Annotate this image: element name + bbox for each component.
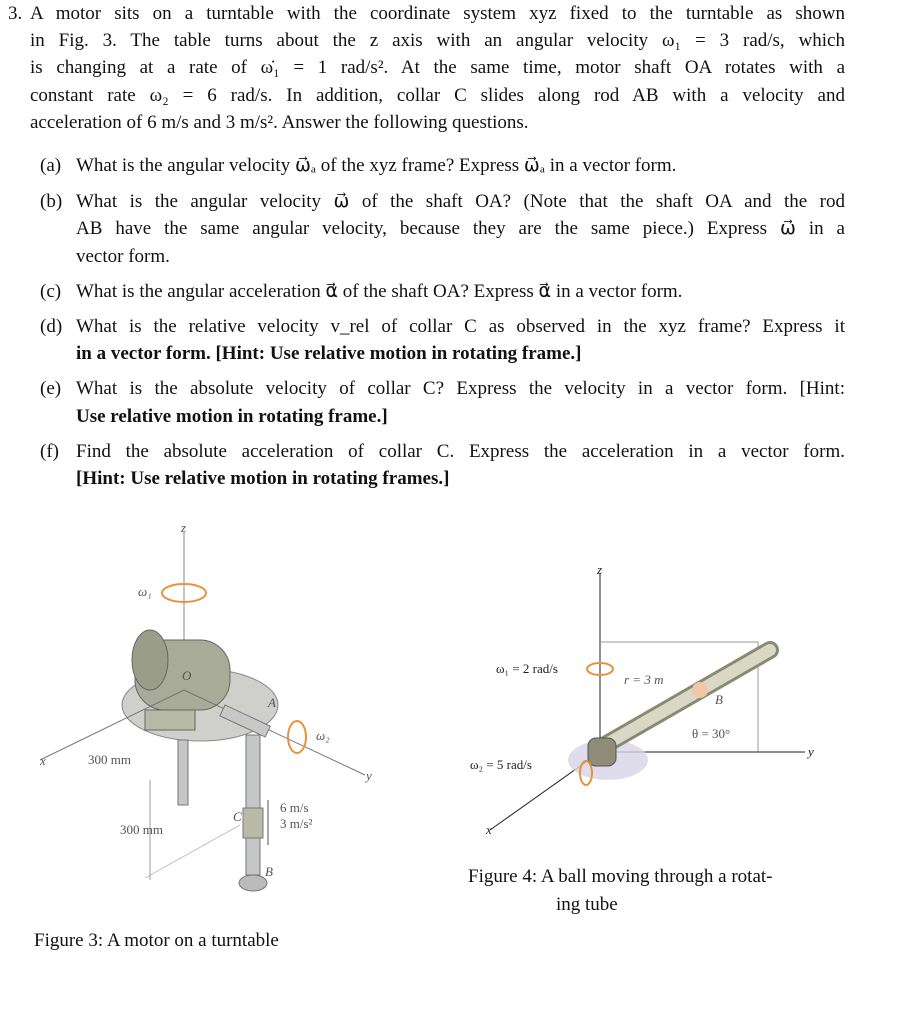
part-e-text: What is the absolute velocity of collar C? Express the velocity in a vector form. [Hint:	[76, 378, 845, 399]
part-b-text: AB have the same angular velocity, because they are the same piece.) Express ω⃗ in a	[76, 218, 845, 239]
fig4-theta-label: θ = 30°	[692, 726, 731, 741]
intro-line: is changing at a rate of ω̇₁ = 1 rad/s². At the same time, motor shaft OA rotates with a	[30, 57, 845, 78]
fig3-B-label: B	[265, 864, 273, 879]
intro-line: acceleration of 6 m/s and 3 m/s². Answer the following questions.	[30, 112, 529, 133]
part-e-label: (e)	[40, 378, 62, 399]
fig3-y-label: y	[366, 768, 372, 783]
fig3-dim1-label: 300 mm	[88, 752, 131, 767]
part-b-text: vector form.	[76, 246, 170, 267]
fig3-dim2-label: 300 mm	[120, 822, 163, 837]
fig4-B-label: B	[715, 692, 723, 707]
figure-3-caption: Figure 3: A motor on a turntable	[34, 930, 279, 951]
part-d-text: What is the relative velocity v_rel of collar C as observed in the xyz frame? Express it	[76, 316, 845, 337]
fig4-r-label: r = 3 m	[624, 672, 664, 687]
fig3-omega1-label: ω₁	[138, 584, 152, 599]
fig4-z-label: z	[597, 562, 603, 577]
part-c-label: (c)	[40, 281, 62, 302]
fig3-velocity-label: 6 m/s	[280, 800, 309, 815]
problem-number: 3.	[8, 3, 23, 24]
fig3-omega2-label: ω₂	[316, 728, 330, 743]
part-b-text: What is the angular velocity ω⃗ of the shaft OA? (Note that the shaft OA and the rod	[76, 191, 845, 212]
figure-4-caption-cont: ing tube	[556, 894, 618, 915]
part-a-text: What is the angular velocity ω⃗ₐ of the xyz frame? Express ω⃗ₐ in a vector form.	[76, 155, 677, 176]
part-f-text: Find the absolute acceleration of collar C. Express the acceleration in a vector form.	[76, 441, 845, 462]
fig3-acceleration-label: 3 m/s²	[280, 816, 313, 831]
fig3-x-label: x	[40, 753, 46, 768]
fig4-x-label: x	[486, 822, 492, 837]
fig3-z-label: z	[181, 520, 187, 535]
fig3-A-label: A	[268, 695, 276, 710]
part-f-text: [Hint: Use relative motion in rotating frames.]	[76, 468, 450, 489]
part-e-text: Use relative motion in rotating frame.]	[76, 406, 388, 427]
part-d-text: in a vector form. [Hint: Use relative motion in rotating frame.]	[76, 343, 582, 364]
fig3-O-label: O	[182, 668, 192, 683]
fig4-omega1-label: ω₁ = 2 rad/s	[496, 661, 558, 676]
part-a-label: (a)	[40, 155, 62, 176]
intro-line: A motor sits on a turntable with the coordinate system xyz fixed to the turntable as shown	[30, 3, 845, 24]
intro-line: constant rate ω₂ = 6 rad/s. In addition, collar C slides along rod AB with a velocity and	[30, 85, 845, 106]
fig4-omega2-label: ω₂ = 5 rad/s	[470, 757, 532, 772]
part-d-label: (d)	[40, 316, 63, 337]
figure-4-caption: Figure 4: A ball moving through a rotat-	[468, 866, 773, 887]
intro-line: in Fig. 3. The table turns about the z axis with an angular velocity ω₁ = 3 rad/s, which	[30, 30, 845, 51]
fig3-C-label: C	[233, 809, 242, 824]
part-c-text: What is the angular acceleration α⃗ of the shaft OA? Express α⃗ in a vector form.	[76, 281, 683, 302]
part-b-label: (b)	[40, 191, 63, 212]
fig4-y-label: y	[808, 744, 814, 759]
part-f-label: (f)	[40, 441, 59, 462]
